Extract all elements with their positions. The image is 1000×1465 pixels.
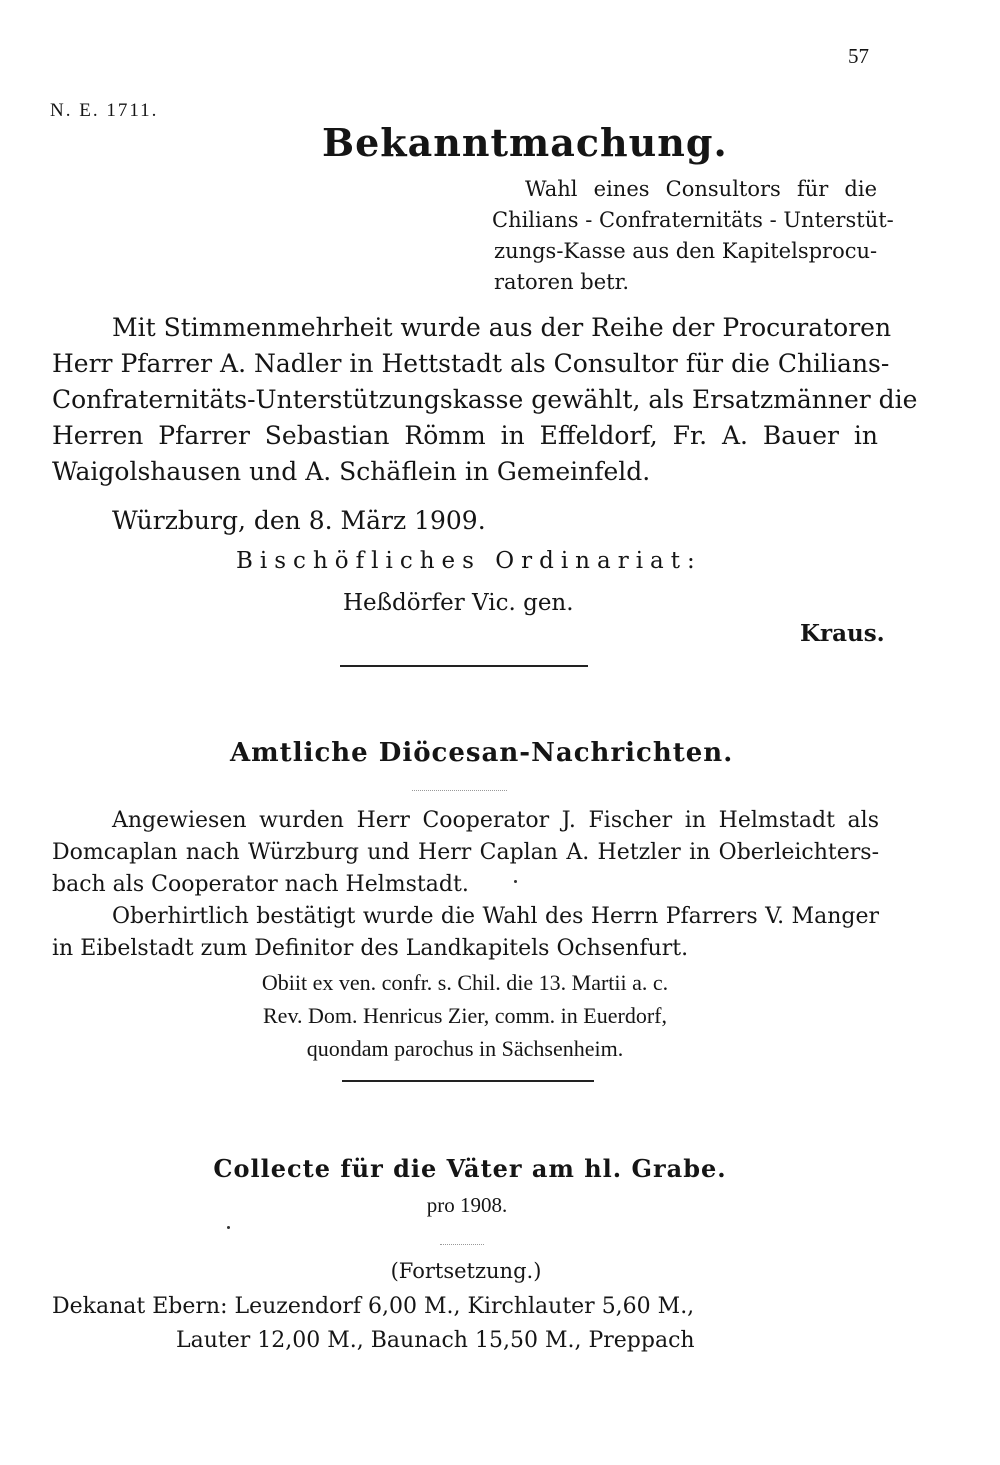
ink-speck <box>514 880 517 883</box>
announcement-subject-line-3: zungs-Kasse aus den Kapitelsprocu- <box>494 239 878 263</box>
obituary-line-1: Obiit ex ven. confr. s. Chil. die 13. Martii a. c. <box>261 970 669 995</box>
announcement-subject-line-4: ratoren betr. <box>494 270 630 294</box>
announcement-body-line-4: Herren Pfarrer Sebastian Römm in Effeldorf, Fr. A. Bauer in <box>52 421 878 450</box>
announcement-body-line-1: Mit Stimmenmehrheit wurde aus der Reihe der Procuratoren <box>112 313 892 342</box>
news-title: Amtliche Diöcesan-Nachrichten. <box>230 738 734 768</box>
collection-continuation: (Fortsetzung.) <box>390 1259 542 1283</box>
announcement-date-line: Würzburg, den 8. März 1909. <box>112 506 486 535</box>
news-para2-line-2: in Eibelstadt zum Definitor des Landkapitels Ochsenfurt. <box>52 936 689 961</box>
collection-title: Collecte für die Väter am hl. Grabe. <box>213 1154 727 1183</box>
obituary-line-3: quondam parochus in Sächsenheim. <box>306 1036 624 1061</box>
news-para1-line-1: Angewiesen wurden Herr Cooperator J. Fischer in Helmstadt als <box>112 808 879 833</box>
collection-ornament <box>440 1244 484 1245</box>
section-divider-2 <box>342 1080 594 1082</box>
announcement-subject-line-1: Wahl eines Consultors für die <box>525 177 877 201</box>
announcement-body-line-5: Waigolshausen und A. Schäflein in Gemeinfeld. <box>52 457 651 486</box>
section-divider-1 <box>340 665 588 667</box>
ink-speck <box>227 1226 230 1229</box>
announcement-authority: Bischöfliches Ordinariat: <box>236 548 702 574</box>
news-para2-line-1: Oberhirtlich bestätigt wurde die Wahl des Herrn Pfarrers V. Manger <box>112 904 879 929</box>
news-title-ornament <box>412 790 507 791</box>
announcement-body-line-2: Herr Pfarrer A. Nadler in Hettstadt als Consultor für die Chilians- <box>52 349 890 378</box>
page-number: 57 <box>848 44 869 68</box>
announcement-body-line-3: Confraternitäts-Unterstützungskasse gewählt, als Ersatzmänner die <box>52 385 918 414</box>
announcement-signature-left: Heßdörfer Vic. gen. <box>343 590 574 616</box>
obituary-line-2: Rev. Dom. Henricus Zier, comm. in Euerdorf, <box>263 1003 667 1028</box>
announcement-subject-line-2: Chilians - Confraternitäts - Unterstüt- <box>492 208 894 232</box>
announcement-signature-right: Kraus. <box>800 620 885 647</box>
reference-number: N. E. 1711. <box>50 100 159 121</box>
collection-line-1: Dekanat Ebern: Leuzendorf 6,00 M., Kirchlauter 5,60 M., <box>52 1294 695 1319</box>
collection-subtitle: pro 1908. <box>426 1193 508 1217</box>
collection-line-2: Lauter 12,00 M., Baunach 15,50 M., Preppach <box>176 1328 695 1353</box>
news-para1-line-3: bach als Cooperator nach Helmstadt. <box>52 872 469 897</box>
announcement-title: Bekanntmachung. <box>322 120 728 165</box>
news-para1-line-2: Domcaplan nach Würzburg und Herr Caplan A. Hetzler in Oberleichters- <box>52 840 879 865</box>
